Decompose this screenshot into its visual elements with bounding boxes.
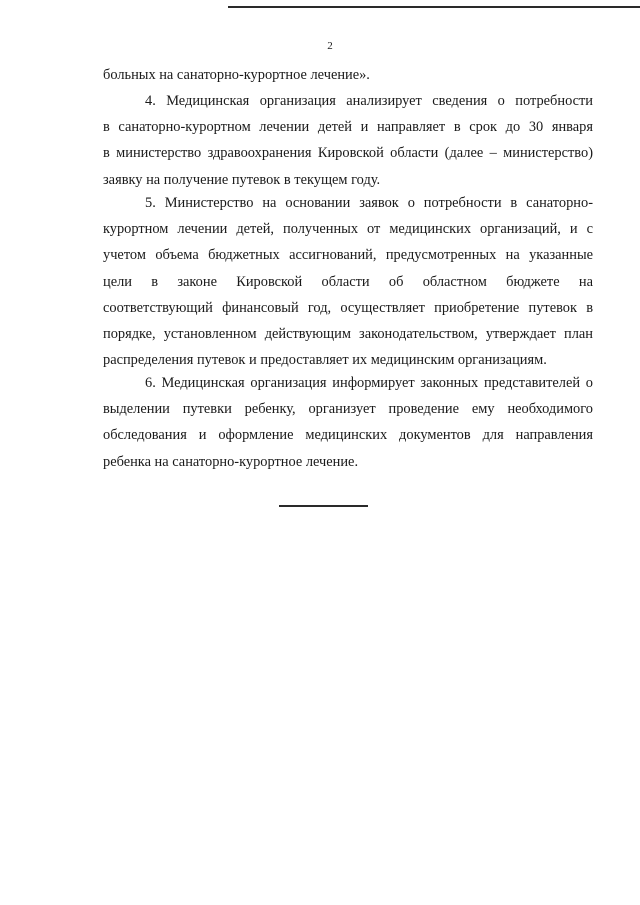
continuation-line: больных на санаторно-курортное лечение». bbox=[103, 67, 370, 83]
paragraph-4-line-2: в санаторно-курортном лечении детей и направляет в срок до 30 января bbox=[103, 119, 593, 136]
paragraph-4-line-3: в министерство здравоохранения Кировской области (далее – министерство) bbox=[103, 145, 593, 162]
paragraph-6-line-2: выделении путевки ребенку, организует проведение ему необходимого bbox=[103, 401, 593, 418]
paragraph-5-line-5: соответствующий финансовый год, осуществляет приобретение путевок в bbox=[103, 299, 593, 316]
paragraph-6-line-4: ребенка на санаторно-курортное лечение. bbox=[103, 453, 359, 470]
paragraph-6-line-3: обследования и оформление медицинских документов для направления bbox=[103, 427, 593, 444]
paragraph-5-line-6: порядке, установленном действующим законодательством, утверждает план bbox=[103, 326, 593, 343]
paragraph-4 bbox=[103, 88, 593, 193]
paragraph-5-line-7: распределения путевок и предоставляет их медицинским организациям. bbox=[103, 352, 547, 369]
paragraph-6-line-1: 6. Медицинская организация информирует законных представителей о bbox=[145, 375, 593, 391]
paragraph-5-line-2: курортном лечении детей, полученных от медицинских организаций, и с bbox=[103, 221, 593, 238]
top-border-line bbox=[228, 6, 640, 8]
paragraph-5-line-4: цели в законе Кировской области об областном бюджете на bbox=[103, 273, 593, 290]
paragraph-6 bbox=[103, 370, 593, 475]
page-number: 2 bbox=[327, 40, 333, 52]
paragraph-4-line-1: 4. Медицинская организация анализирует сведения о потребности bbox=[145, 93, 593, 109]
paragraph-4-line-4: заявку на получение путевок в текущем году. bbox=[103, 171, 381, 188]
end-separator-line bbox=[279, 505, 368, 507]
paragraph-5 bbox=[103, 190, 593, 373]
paragraph-5-line-1: 5. Министерство на основании заявок о потребности в санаторно- bbox=[145, 195, 593, 211]
paragraph-5-line-3: учетом объема бюджетных ассигнований, предусмотренных на указанные bbox=[103, 247, 593, 264]
